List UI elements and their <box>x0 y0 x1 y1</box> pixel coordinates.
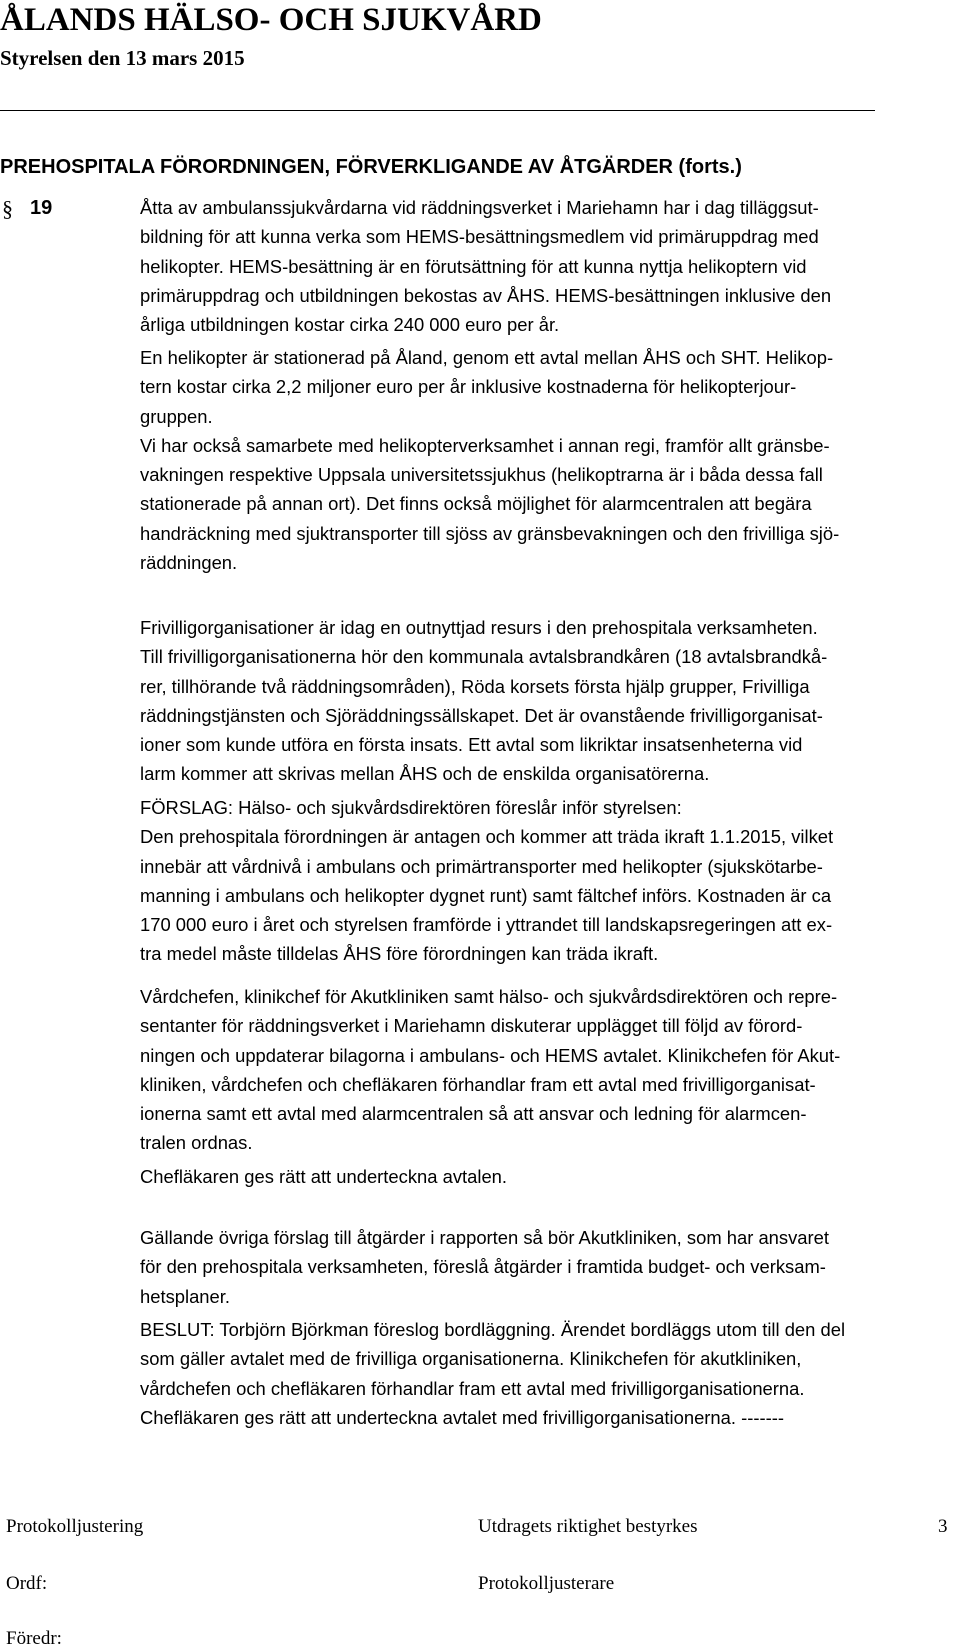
paragraph-1 <box>140 193 958 339</box>
text-line: innebär att vårdnivå i ambulans och primärtransporter med helikopter (sjukskötarbe- <box>140 855 823 877</box>
item-number: 19 <box>30 197 53 219</box>
signature-label-foredr: Föredr: <box>6 1628 62 1649</box>
text-line: Åtta av ambulanssjukvårdarna vid räddningsverket i Mariehamn har i dag tilläggsut- <box>140 197 819 218</box>
text-line: hetsplaner. <box>140 1285 230 1307</box>
text-line: En helikopter är stationerad på Åland, genom ett avtal mellan ÅHS och SHT. Helikop- <box>140 347 834 368</box>
text-line: tern kostar cirka 2,2 miljoner euro per år inklusive kostnaderna för helikopterjour- <box>140 376 797 398</box>
proposal-paragraph <box>140 793 958 969</box>
paragraph-7 <box>140 1223 958 1311</box>
text-line: Frivilligorganisationer är idag en outnyttjad resurs i den prehospitala verksamheten. <box>140 617 818 638</box>
footer-protokolljustering: Protokolljustering <box>6 1516 144 1537</box>
signature-label-ordf: Ordf: <box>6 1573 48 1594</box>
text-line: manning i ambulans och helikopter dygnet runt) samt fältchef införs. Kostnaden är ca <box>140 884 832 906</box>
text-line: tralen ordnas. <box>140 1132 253 1154</box>
text-line: handräckning med sjuktransporter till sjöss av gränsbevakningen och den frivilliga sjö- <box>140 522 840 544</box>
text-line: räddningstjänsten och Sjöräddningssällskapet. Det är ovanstående frivilligorganisat- <box>140 704 823 726</box>
text-line: Chefläkaren ges rätt att underteckna avtalen. <box>140 1166 508 1187</box>
text-line: Gällande övriga förslag till åtgärder i rapporten så bör Akutkliniken, som har ansvaret <box>140 1227 829 1248</box>
text-line: 170 000 euro i året och styrelsen framförde i yttrandet till landskapsregeringen att ex- <box>140 914 833 936</box>
text-line: årliga utbildningen kostar cirka 240 000 euro per år. <box>140 314 560 336</box>
paragraph-3 <box>140 613 958 789</box>
text-line: som gäller avtalet med de frivilliga organisationerna. Klinikchefen för akutkliniken, <box>140 1348 802 1370</box>
text-line: gruppen. <box>140 405 213 427</box>
text-line: Vi har också samarbete med helikopterverksamhet i annan regi, framför allt gränsbe- <box>140 434 830 456</box>
decision-paragraph <box>140 1315 958 1432</box>
text-line: sentanter för räddningsverket i Mariehamn diskuterar upplägget till följd av förord- <box>140 1015 803 1037</box>
text-line: vakningen respektive Uppsala universitetssjukhus (helikoptrarna är i båda dessa fall <box>140 464 823 486</box>
text-line: BESLUT: Torbjörn Björkman föreslog bordläggning. Ärendet bordläggs utom till den del <box>140 1319 846 1340</box>
header-divider <box>0 110 875 111</box>
text-line: FÖRSLAG: Hälso- och sjukvårdsdirektören föreslår inför styrelsen: <box>140 797 682 818</box>
text-line: Chefläkaren ges rätt att underteckna avtalet med frivilligorganisationerna. ------- <box>140 1406 784 1428</box>
text-line: helikopter. HEMS-besättning är en förutsättning för att kunna nyttja helikoptern vid <box>140 255 807 277</box>
paragraph-sign: § <box>2 196 13 221</box>
page-number: 3 <box>938 1516 948 1537</box>
board-meeting-date: Styrelsen den 13 mars 2015 <box>0 46 245 70</box>
text-line: larm kommer att skrivas mellan ÅHS och de enskilda organisatörerna. <box>140 763 710 785</box>
text-line: Vårdchefen, klinikchef för Akutkliniken samt hälso- och sjukvårdsdirektören och repre- <box>140 986 838 1007</box>
text-line: ioner som kunde utföra en första insats. Ett avtal som likriktar insatsenheterna vid <box>140 734 803 756</box>
text-line: kliniken, vårdchefen och chefläkaren förhandlar fram ett avtal med frivilligorganisat- <box>140 1073 816 1095</box>
text-line: rer, tillhörande två räddningsområden), Röda korsets första hjälp grupper, Frivilliga <box>140 675 810 697</box>
section-heading: PREHOSPITALA FÖRORDNINGEN, FÖRVERKLIGANDE AV ÅTGÄRDER (forts.) <box>0 156 742 178</box>
text-line: för den prehospitala verksamheten, föreslå åtgärder i framtida budget- och verksam- <box>140 1256 826 1278</box>
text-line: tra medel måste tilldelas ÅHS före förordningen kan träda ikraft. <box>140 943 659 965</box>
text-line: vårdchefen och chefläkaren förhandlar fram ett avtal med frivilligorganisationerna. <box>140 1377 805 1399</box>
organization-title: ÅLANDS HÄLSO- OCH SJUKVÅRD <box>0 2 542 38</box>
text-line: stationerade på annan ort). Det finns också möjlighet för alarmcentralen att begära <box>140 493 812 515</box>
text-line: primäruppdrag och utbildningen bekostas av ÅHS. HEMS-besättningen inklusive den <box>140 284 832 306</box>
paragraph-5 <box>140 982 958 1158</box>
paragraph-2 <box>140 343 958 577</box>
paragraph-6 <box>140 1162 958 1191</box>
signature-label-protokolljusterare: Protokolljusterare <box>478 1573 615 1594</box>
text-line: Den prehospitala förordningen är antagen och kommer att träda ikraft 1.1.2015, vilket <box>140 826 834 848</box>
text-line: bildning för att kunna verka som HEMS-besättningsmedlem vid primäruppdrag med <box>140 226 819 248</box>
text-line: ionerna samt ett avtal med alarmcentralen så att ansvar och ledning för alarmcen- <box>140 1103 807 1125</box>
text-line: Till frivilligorganisationerna hör den kommunala avtalsbrandkåren (18 avtalsbrandkå- <box>140 646 828 668</box>
text-line: ningen och uppdaterar bilagorna i ambulans- och HEMS avtalet. Klinikchefen för Akut- <box>140 1044 841 1066</box>
text-line: räddningen. <box>140 552 238 574</box>
footer-attestation: Utdragets riktighet bestyrkes <box>478 1516 698 1537</box>
